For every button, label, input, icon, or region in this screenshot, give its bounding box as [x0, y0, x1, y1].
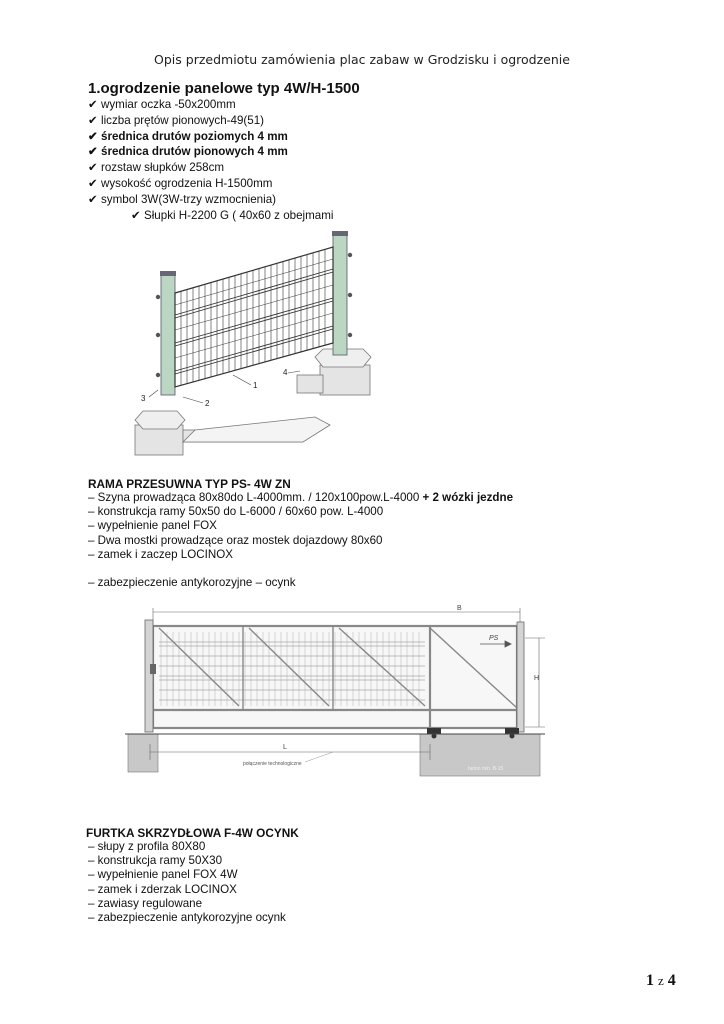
dimension-l — [150, 744, 430, 760]
list-item: – Szyna prowadząca 80x80do L-4000mm. / 120x100pow.L-4000 + 2 wózki jezdne — [88, 491, 514, 504]
foundation-block-left — [135, 411, 330, 455]
list-item: – wypełnienie panel FOX — [88, 519, 217, 533]
list-item: – zabezpieczenie antykorozyjne ocynk — [88, 911, 286, 925]
dimension-h-label: H — [534, 675, 540, 682]
list-item: – zabezpieczenie antykorozyjne – ocynk — [88, 576, 296, 590]
section1-list — [88, 97, 333, 223]
dimension-b-label: B — [457, 605, 462, 612]
list-item: – konstrukcja ramy 50X30 — [88, 854, 223, 868]
section1-title: 1.ogrodzenie panelowe typ 4W/H-1500 — [88, 80, 360, 97]
section3-list — [88, 840, 286, 925]
list-sub-item: ✔ Słupki H-2200 G ( 40x60 z obejmami — [131, 208, 334, 222]
callout-3: 3 — [141, 394, 146, 403]
panel-fence-illustration — [125, 225, 390, 465]
page-header: Opis przedmiotu zamówienia plac zabaw w Grodzisku i ogrodzenie — [154, 52, 570, 67]
foundation-block-right — [297, 349, 371, 395]
page-number: 1 z 4 — [646, 972, 676, 989]
list-item: ✔ wysokość ogrodzenia H-1500mm — [88, 176, 273, 190]
callout-2: 2 — [205, 399, 210, 408]
section3-title: FURTKA SKRZYDŁOWA F-4W OCYNK — [86, 826, 299, 840]
dimension-l-label: L — [283, 744, 287, 751]
section2-title: RAMA PRZESUWNA TYP PS- 4W ZN — [88, 477, 291, 491]
fence-post-right — [332, 231, 348, 355]
list-item: – zamek i zaczep LOCINOX — [88, 547, 233, 561]
joint-label: połączenie technologiczne — [243, 761, 302, 767]
callout-1: 1 — [253, 381, 258, 390]
list-item: ✔ symbol 3W(3W-trzy wzmocnienia) — [88, 192, 277, 206]
list-item: – zamek i zderzak LOCINOX — [88, 882, 237, 896]
list-item: ✔ średnica drutów pionowych 4 mm — [88, 145, 288, 159]
fence-post-left — [160, 271, 176, 395]
gate-lock — [150, 664, 156, 674]
concrete-footing-left — [128, 734, 158, 772]
callout-4: 4 — [283, 368, 288, 377]
list-item: – słupy z profila 80X80 — [88, 840, 206, 853]
list-item: – Dwa mostki prowadzące oraz mostek dojazdowy 80x60 — [88, 533, 383, 547]
joint-leader — [305, 752, 333, 762]
sliding-gate-drawing — [125, 602, 550, 782]
list-item: – konstrukcja ramy 50x50 do L-6000 / 60x60 pow. L-4000 — [88, 505, 384, 519]
list-item: – wypełnienie panel FOX 4W — [88, 868, 238, 882]
list-item: ✔ wymiar oczka -50x200mm — [88, 98, 236, 111]
mesh-vertical-wires — [181, 249, 325, 385]
list-item: ✔ rozstaw słupków 258cm — [88, 161, 225, 175]
section2-list — [88, 491, 513, 590]
direction-label: PS — [489, 635, 499, 642]
list-item: ✔ liczba prętów pionowych-49(51) — [88, 113, 265, 127]
list-item: – zawiasy regulowane — [88, 896, 203, 910]
dimension-h — [525, 638, 545, 727]
concrete-label: beton min. B-15 — [468, 766, 504, 772]
dimension-b — [153, 608, 520, 624]
list-item: ✔ średnica drutów poziomych 4 mm — [88, 129, 288, 143]
